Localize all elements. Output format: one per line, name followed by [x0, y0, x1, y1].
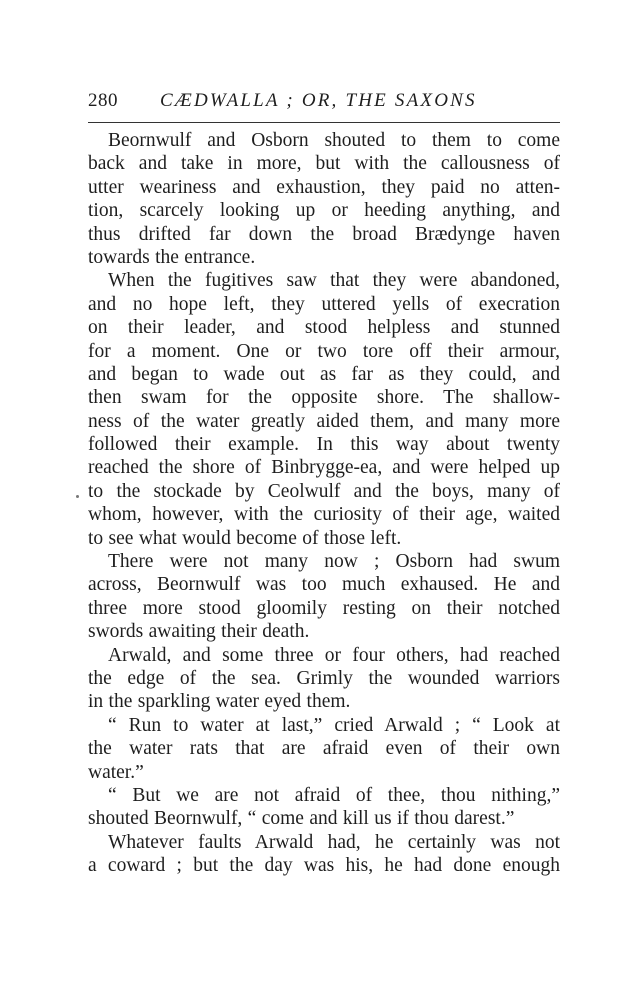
- text-line: to the stockade by Ceolwulf and the boys, many of: [88, 480, 560, 502]
- body-text: [88, 129, 560, 878]
- text-line: reached the shore of Binbrygge-ea, and were helped up: [88, 457, 560, 479]
- margin-mark: [76, 495, 79, 498]
- text-line: and no hope left, they uttered yells of execration: [88, 293, 560, 315]
- text-line: to see what would become of those left.: [88, 527, 402, 549]
- page-number: 280: [88, 90, 118, 111]
- text-line: tion, scarcely looking up or heeding anything, and: [88, 200, 560, 222]
- text-line: back and take in more, but with the callousness of: [88, 153, 560, 175]
- text-line: the edge of the sea. Grimly the wounded warriors: [88, 667, 560, 689]
- text-line: Arwald, and some three or four others, had reached: [108, 644, 560, 666]
- text-line: There were not many now ; Osborn had swum: [108, 551, 560, 573]
- text-line: utter weariness and exhaustion, they paid no atten-: [88, 176, 560, 198]
- page-header: [88, 90, 560, 118]
- text-line: ness of the water greatly aided them, and many more: [88, 410, 560, 432]
- text-line: “ But we are not afraid of thee, thou nithing,”: [108, 784, 560, 806]
- text-line: Beornwulf and Osborn shouted to them to come: [108, 130, 560, 151]
- text-line: thus drifted far down the broad Brædynge haven: [88, 223, 560, 245]
- text-line: water.”: [88, 761, 144, 783]
- running-head: CÆDWALLA ; OR, THE SAXONS: [160, 90, 477, 111]
- header-rule: [88, 122, 560, 123]
- text-line: swords awaiting their death.: [88, 621, 310, 643]
- text-line: whom, however, with the curiosity of their age, waited: [88, 504, 560, 526]
- text-line: followed their example. In this way about twenty: [88, 434, 560, 456]
- text-line: When the fugitives saw that they were abandoned,: [108, 270, 560, 292]
- text-line: then swam for the opposite shore. The shallow-: [88, 387, 560, 409]
- text-line: three more stood gloomily resting on their notched: [88, 597, 560, 619]
- text-line: towards the entrance.: [88, 246, 256, 268]
- text-line: on their leader, and stood helpless and stunned: [88, 317, 560, 339]
- text-line: across, Beornwulf was too much exhaused. He and: [88, 574, 560, 596]
- text-line: a coward ; but the day was his, he had done enough: [88, 855, 560, 877]
- text-line: in the sparkling water eyed them.: [88, 691, 351, 713]
- text-line: “ Run to water at last,” cried Arwald ; “ Look at: [108, 714, 560, 736]
- text-line: Whatever faults Arwald had, he certainly was not: [108, 831, 560, 853]
- text-line: and began to wade out as far as they could, and: [88, 363, 560, 385]
- text-line: the water rats that are afraid even of their own: [88, 738, 560, 760]
- text-line: shouted Beornwulf, “ come and kill us if thou darest.”: [88, 808, 515, 830]
- text-line: for a moment. One or two tore off their armour,: [88, 340, 560, 362]
